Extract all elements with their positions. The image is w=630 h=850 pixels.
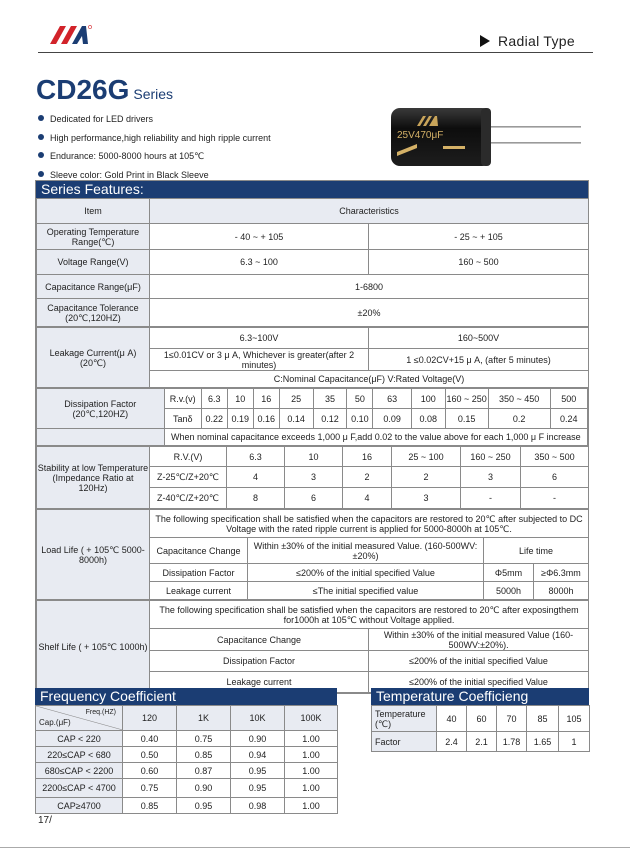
df-rv-cell: 50: [347, 389, 373, 409]
voltage-label: Voltage Range(V): [37, 250, 150, 275]
freq-cell: 0.95: [231, 779, 285, 798]
stab-rv-label: R.V.(V): [150, 447, 227, 467]
table-row: [36, 798, 338, 814]
factor-row-label: Factor: [372, 732, 437, 752]
df-rv-label: R.v.(v): [164, 389, 201, 409]
op-temp-high: - 25 ~ + 105: [369, 224, 589, 250]
freq-cell: 0.40: [123, 731, 177, 747]
factor-cell: 1.65: [527, 732, 559, 752]
shelf-leak-val: ≤200% of the initial specified Value: [369, 672, 589, 693]
freq-col: 100K: [285, 706, 338, 731]
leakage-low-head: 6.3~100V: [150, 328, 369, 349]
leakage-note: C:Nominal Capacitance(μF) V:Rated Voltage(V): [150, 371, 589, 388]
load-life-time: Life time: [484, 538, 589, 564]
load-life-table: [36, 509, 589, 600]
load-d1: Φ5mm: [484, 564, 534, 582]
capacitor-image: [383, 104, 581, 170]
bullet-item: Dedicated for LED drivers: [38, 110, 271, 129]
stab-z40-label: Z-40℃/Z+20℃: [150, 488, 227, 509]
series-features-table: [35, 180, 589, 694]
df-tan-cell: 0.09: [373, 409, 411, 429]
df-rv-cell: 6.3: [201, 389, 227, 409]
freq-cell: 1.00: [285, 798, 338, 814]
df-tan-cell: 0.14: [279, 409, 313, 429]
section-title: Temperature Coefficieng: [371, 688, 589, 705]
load-h1: 5000h: [484, 582, 534, 600]
stab-z25-cell: 6: [521, 467, 589, 488]
freq-cell: 1.00: [285, 731, 338, 747]
shelf-df-label: Dissipation Factor: [150, 651, 369, 672]
freq-cell: 0.90: [177, 779, 231, 798]
freq-row-label: 2200≤CAP < 4700: [36, 779, 123, 798]
freq-corner-bottom: Cap.(μF): [39, 718, 71, 727]
cap-tol-label: Capacitance Tolerance (20℃,120HZ): [37, 299, 150, 327]
leakage-label: Leakage Current(μ A) (20℃): [37, 328, 150, 388]
df-rv-cell: 160 ~ 250: [445, 389, 488, 409]
bullet-dot-icon: [38, 171, 44, 177]
stab-rv-cell: 25 ~ 100: [392, 447, 461, 467]
df-tan-cell: 0.2: [488, 409, 550, 429]
triangle-right-icon: [480, 35, 490, 47]
shelf-desc: The following specification shall be satisfied when the capacitors are restored to 20℃ after exposingthem for1000h at 105℃ without Voltage applied.: [150, 601, 589, 629]
factor-cell: 2.1: [467, 732, 497, 752]
stab-z25-cell: 2: [343, 467, 392, 488]
load-cap-val: Within ±30% of the initial measured Value. (160-500WV:±20%): [248, 538, 484, 564]
table-row: [36, 779, 338, 798]
df-tan-cell: 0.22: [201, 409, 227, 429]
load-leak-label: Leakage current: [150, 582, 248, 600]
product-title: [36, 74, 173, 106]
table-row: [36, 763, 338, 779]
df-rv-cell: 63: [373, 389, 411, 409]
temperature-coefficient-table: [371, 688, 589, 752]
df-note-spacer: [37, 429, 165, 446]
temp-cell: 60: [467, 706, 497, 732]
table-row: [36, 747, 338, 763]
freq-col: 120: [123, 706, 177, 731]
stab-z40-cell: -: [461, 488, 521, 509]
leakage-table: [36, 327, 589, 388]
factor-cell: 1: [559, 732, 590, 752]
section-title: Frequency Coefficient: [35, 688, 337, 705]
shelf-df-val: ≤200% of the initial specified Value: [369, 651, 589, 672]
freq-cell: 0.85: [177, 747, 231, 763]
freq-cell: 0.95: [177, 798, 231, 814]
leakage-high-formula: 1 ≤0.02CV+15 μ A, (after 5 minutes): [369, 349, 589, 371]
stab-z25-cell: 3: [461, 467, 521, 488]
bullet-item: High performance,high reliability and high ripple current: [38, 129, 271, 148]
voltage-high: 160 ~ 500: [369, 250, 589, 275]
load-leak-val: ≤The initial specified value: [248, 582, 484, 600]
df-rv-cell: 16: [253, 389, 279, 409]
freq-cell: 0.75: [177, 731, 231, 747]
temp-cell: 105: [559, 706, 590, 732]
freq-row-label: CAP≥4700: [36, 798, 123, 814]
features-grid: [36, 198, 589, 327]
freq-cell: 0.60: [123, 763, 177, 779]
type-text: Radial Type: [498, 33, 575, 49]
factor-cell: 2.4: [437, 732, 467, 752]
df-rv-cell: 500: [550, 389, 587, 409]
df-tan-label: Tanδ: [164, 409, 201, 429]
stab-z25-cell: 3: [285, 467, 343, 488]
footer-divider: [0, 847, 630, 848]
freq-cell: 0.50: [123, 747, 177, 763]
product-name: CD26G: [36, 74, 130, 105]
cap-range-label: Capacitance Range(μF): [37, 275, 150, 299]
series-label: Series: [133, 86, 174, 102]
df-label: Dissipation Factor (20℃,120HZ): [37, 389, 165, 429]
bullet-item: Endurance: 5000-8000 hours at 105℃: [38, 147, 271, 166]
freq-col: 10K: [231, 706, 285, 731]
load-df-label: Dissipation Factor: [150, 564, 248, 582]
df-tan-cell: 0.16: [253, 409, 279, 429]
freq-cell: 0.90: [231, 731, 285, 747]
op-temp-label: Operating Temperature Range(℃): [37, 224, 150, 250]
df-rv-cell: 10: [227, 389, 253, 409]
stab-rv-cell: 6.3: [227, 447, 285, 467]
header-divider: [38, 52, 593, 53]
stab-rv-cell: 160 ~ 250: [461, 447, 521, 467]
df-note: When nominal capacitance exceeds 1,000 μ F,add 0.02 to the value above for each 1,000 μ F increase: [164, 429, 587, 446]
stab-z40-cell: 8: [227, 488, 285, 509]
col-item-header: Item: [37, 199, 150, 224]
df-rv-cell: 100: [411, 389, 445, 409]
stab-z40-cell: -: [521, 488, 589, 509]
freq-cell: 0.94: [231, 747, 285, 763]
stab-rv-cell: 16: [343, 447, 392, 467]
load-d2: ≥Φ6.3mm: [534, 564, 589, 582]
bullet-dot-icon: [38, 134, 44, 140]
freq-corner: [36, 706, 123, 731]
shelf-label: Shelf Life ( + 105℃ 1000h): [37, 601, 150, 693]
freq-cell: 0.98: [231, 798, 285, 814]
stab-z25-label: Z-25℃/Z+20℃: [150, 467, 227, 488]
load-desc: The following specification shall be satisfied when the capacitors are restored to 20℃ after subjected to DC Voltage with the rated ripple current is applied for 5000-8000h at 105℃.: [150, 510, 589, 538]
shelf-leak-label: Leakage current: [150, 672, 369, 693]
load-df-val: ≤200% of the initial specified Value: [248, 564, 484, 582]
stab-rv-cell: 350 ~ 500: [521, 447, 589, 467]
sleeve-print: 25V470μF: [397, 130, 444, 141]
temp-row-label: Temperature (℃): [372, 706, 437, 732]
cap-range-value: 1-6800: [150, 275, 589, 299]
voltage-low: 6.3 ~ 100: [150, 250, 369, 275]
freq-cell: 1.00: [285, 747, 338, 763]
bullet-dot-icon: [38, 115, 44, 121]
bullet-item: Sleeve color: Gold Print in Black Sleeve: [38, 166, 271, 185]
df-rv-cell: 25: [279, 389, 313, 409]
dissipation-table: [36, 388, 588, 446]
stab-rv-cell: 10: [285, 447, 343, 467]
df-tan-cell: 0.08: [411, 409, 445, 429]
freq-row-label: 220≤CAP < 680: [36, 747, 123, 763]
table-row: [36, 731, 338, 747]
freq-cell: 1.00: [285, 763, 338, 779]
brand-logo-icon: [44, 24, 92, 46]
freq-col: 1K: [177, 706, 231, 731]
freq-cell: 1.00: [285, 779, 338, 798]
bullet-dot-icon: [38, 152, 44, 158]
df-tan-cell: 0.19: [227, 409, 253, 429]
stability-table: [36, 446, 589, 509]
freq-cell: 0.87: [177, 763, 231, 779]
freq-grid: [35, 705, 338, 814]
df-rv-cell: 35: [313, 389, 347, 409]
df-tan-cell: 0.24: [550, 409, 587, 429]
op-temp-low: - 40 ~ + 105: [150, 224, 369, 250]
load-cap-change: Capacitance Change: [150, 538, 248, 564]
factor-cell: 1.78: [497, 732, 527, 752]
temp-cell: 40: [437, 706, 467, 732]
df-tan-cell: 0.10: [347, 409, 373, 429]
freq-cell: 0.75: [123, 779, 177, 798]
freq-cell: 0.85: [123, 798, 177, 814]
stab-z40-cell: 6: [285, 488, 343, 509]
shelf-cap-val: Within ±30% of the initial measured Value (160-500WV:±20%).: [369, 629, 589, 651]
df-tan-cell: 0.15: [445, 409, 488, 429]
load-h2: 8000h: [534, 582, 589, 600]
feature-bullets: [38, 110, 271, 184]
temp-cell: 70: [497, 706, 527, 732]
leakage-high-head: 160~500V: [369, 328, 589, 349]
stab-z40-cell: 3: [392, 488, 461, 509]
section-title: Series Features:: [36, 181, 588, 198]
df-rv-cell: 350 ~ 450: [488, 389, 550, 409]
stab-z25-cell: 4: [227, 467, 285, 488]
freq-row-label: 680≤CAP < 2200: [36, 763, 123, 779]
freq-row-label: CAP < 220: [36, 731, 123, 747]
df-tan-cell: 0.12: [313, 409, 347, 429]
stab-z40-cell: 4: [343, 488, 392, 509]
freq-cell: 0.95: [231, 763, 285, 779]
shelf-cap-change: Capacitance Change: [150, 629, 369, 651]
leakage-low-formula: 1≤0.01CV or 3 μ A, Whichever is greater(after 2 minutes): [150, 349, 369, 371]
stab-z25-cell: 2: [392, 467, 461, 488]
stab-label: Stability at low Temperature (Impedance Ratio at 120Hz): [37, 447, 150, 509]
temp-cell: 85: [527, 706, 559, 732]
freq-corner-top: Freq.(HZ): [85, 709, 116, 716]
frequency-coefficient-table: [35, 688, 337, 814]
page-number: 17/: [38, 815, 52, 826]
temp-grid: [371, 705, 590, 752]
shelf-life-table: [36, 600, 589, 693]
product-type-label: [480, 33, 575, 49]
load-label: Load Life ( + 105℃ 5000-8000h): [37, 510, 150, 600]
col-char-header: Characteristics: [150, 199, 589, 224]
cap-tol-value: ±20%: [150, 299, 589, 327]
